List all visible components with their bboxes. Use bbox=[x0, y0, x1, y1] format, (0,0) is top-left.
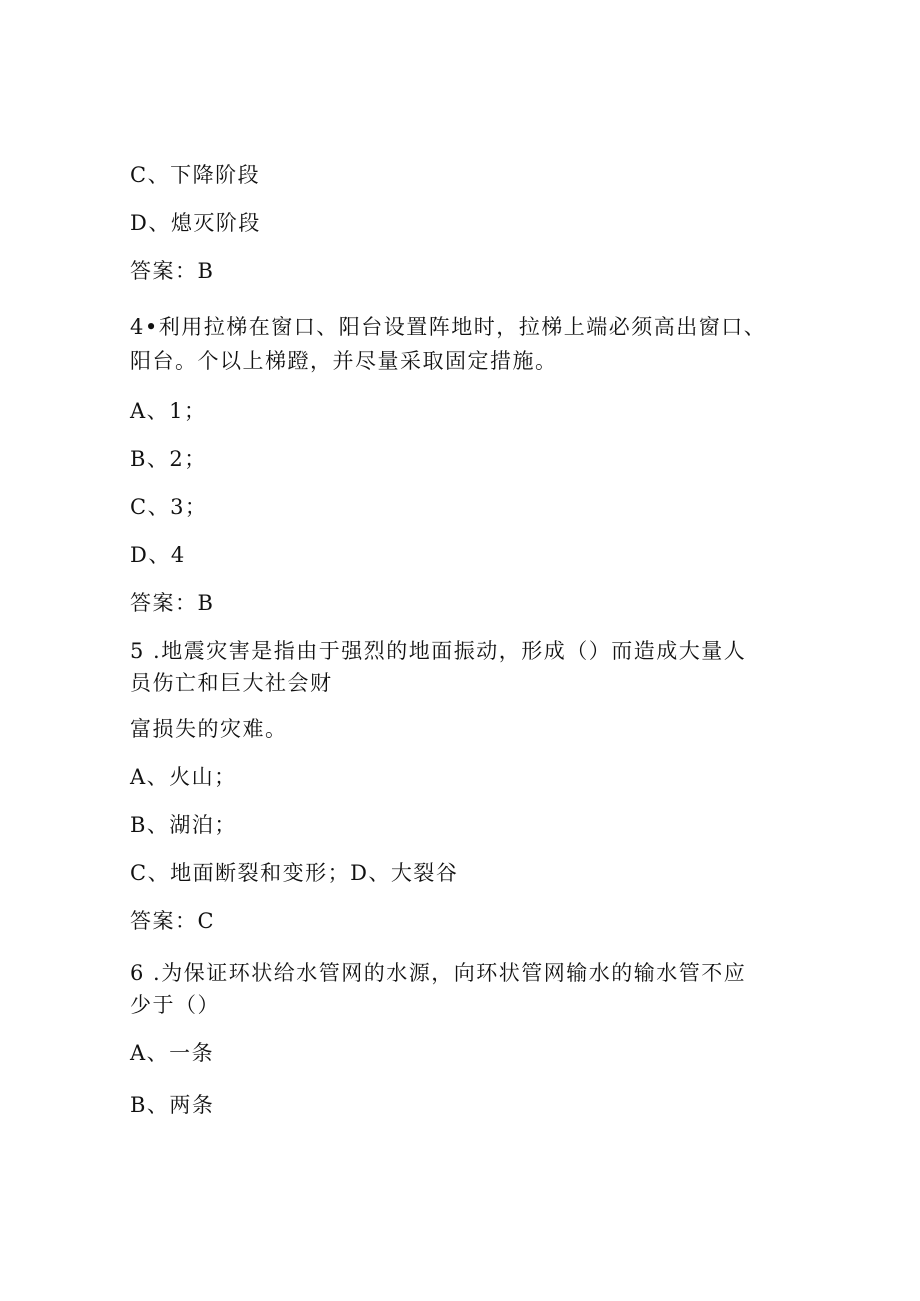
q5-option-cd: C、地面断裂和变形；D、大裂谷 bbox=[130, 861, 459, 885]
q3-answer: 答案：B bbox=[130, 259, 215, 283]
q6-question-line1: 6 .为保证环状给水管网的水源，向环状管网输水的输水管不应 bbox=[130, 961, 747, 985]
q5-answer: 答案：C bbox=[130, 909, 216, 933]
q4-question-line2: 阳台。个以上梯蹬，并尽量采取固定措施。 bbox=[130, 349, 558, 373]
q4-option-d: D、4 bbox=[130, 543, 186, 567]
q4-option-b: B、2； bbox=[130, 447, 207, 471]
q5-option-b: B、湖泊； bbox=[130, 813, 237, 837]
q4-question-line1: 4•利用拉梯在窗口、阳台设置阵地时，拉梯上端必须高出窗口、 bbox=[130, 315, 767, 339]
q6-question-line2: 少于（） bbox=[130, 993, 220, 1017]
q3-option-d: D、熄灭阶段 bbox=[130, 211, 261, 235]
q4-option-c: C、3； bbox=[130, 495, 208, 519]
q5-question-line2: 员伤亡和巨大社会财 bbox=[130, 671, 333, 695]
q4-option-a: A、1； bbox=[130, 399, 207, 423]
q6-option-a: A、一条 bbox=[130, 1041, 215, 1065]
q4-answer: 答案：B bbox=[130, 591, 215, 615]
q3-option-c: C、下降阶段 bbox=[130, 163, 261, 187]
q5-question-line1: 5 .地震灾害是指由于强烈的地面振动，形成（）而造成大量人 bbox=[130, 639, 747, 663]
q5-option-a: A、火山； bbox=[130, 765, 237, 789]
q5-question-line3: 富损失的灾难。 bbox=[130, 717, 288, 741]
q6-option-b: B、两条 bbox=[130, 1093, 215, 1117]
